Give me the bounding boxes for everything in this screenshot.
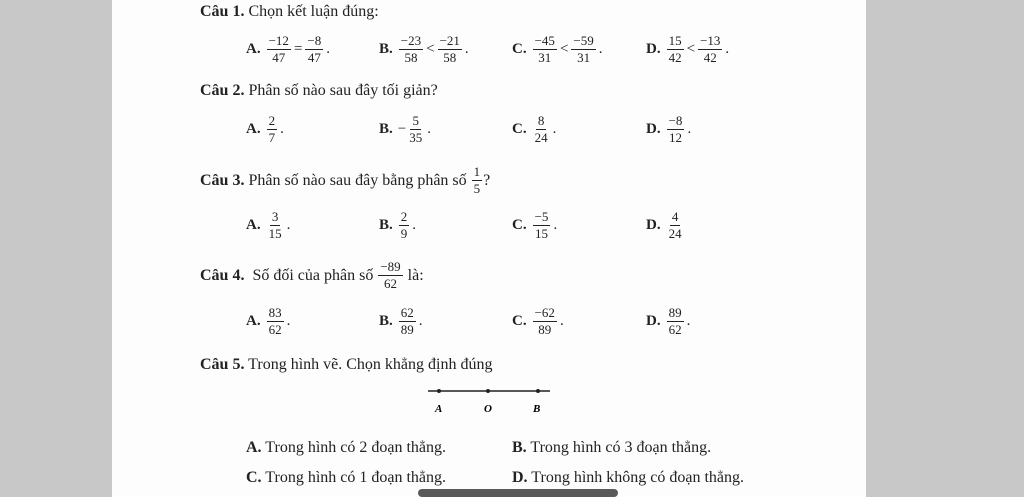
question-4-text: Số đối của phân số bbox=[252, 266, 374, 284]
fraction: $\frac{-8}{12}$ bbox=[668, 113, 683, 145]
fraction: $\frac{-21}{58}$ bbox=[439, 33, 460, 65]
question-2-text: Phân số nào sau đây tối giản? bbox=[248, 82, 438, 99]
document-page bbox=[112, 0, 866, 497]
q5-option-a: A. Trong hình có 2 đoạn thẳng. bbox=[246, 439, 447, 456]
fraction: $\frac{-59}{31}$ bbox=[573, 33, 594, 65]
fraction: $\frac{2}{9}$ bbox=[400, 209, 408, 241]
fraction: $\frac{-5}{15}$ bbox=[534, 209, 549, 241]
fraction: $\frac{-89}{62}$ bbox=[380, 259, 401, 291]
question-2-label: Câu 2. bbox=[200, 82, 245, 99]
fraction: $\frac{-62}{89}$ bbox=[534, 305, 555, 337]
question-5-text: Trong hình vẽ. Chọn khẳng định đúng bbox=[248, 356, 493, 373]
point-a-label: A bbox=[435, 403, 443, 415]
fraction: $\frac{-23}{58}$ bbox=[400, 33, 422, 65]
question-3-text: Phân số nào sau đây bằng phân số bbox=[248, 171, 467, 189]
q2-option-b: B. − $\frac{5}{35}$ . bbox=[379, 113, 431, 145]
question-2 bbox=[200, 82, 438, 100]
question-3: Câu 3. Phân số nào sau đây bằng phân số $\frac{1}{5}$ ? bbox=[200, 164, 491, 196]
fraction: $\frac{-13}{42}$ bbox=[700, 33, 721, 65]
question-1 bbox=[200, 3, 379, 21]
question-1-label: Câu 1. bbox=[200, 3, 245, 20]
fraction: $\frac{8}{24}$ bbox=[534, 113, 548, 145]
question-5-label: Câu 5. bbox=[200, 356, 245, 373]
q2-option-c: C. $\frac{8}{24}$ . bbox=[512, 113, 557, 145]
q1-option-c: C. $\frac{-45}{31}$ < $\frac{-59}{31}$ . bbox=[512, 33, 603, 65]
question-3-label: Câu 3. bbox=[200, 171, 245, 189]
fraction: $\frac{-8}{47}$ bbox=[307, 33, 322, 65]
point-o-dot bbox=[486, 389, 490, 393]
q5-option-c: C. Trong hình có 1 đoạn thẳng. bbox=[246, 469, 447, 486]
fraction: $\frac{83}{62}$ bbox=[268, 305, 282, 337]
horizontal-scrollbar[interactable] bbox=[418, 489, 618, 497]
fraction: $\frac{-12}{47}$ bbox=[268, 33, 289, 65]
q1-option-a: A. $\frac{-12}{47}$ = $\frac{-8}{47}$ . bbox=[246, 33, 330, 65]
q5-option-d: D. Trong hình không có đoạn thẳng. bbox=[512, 469, 745, 486]
q3-option-d: D. $\frac{4}{24}$ bbox=[646, 209, 682, 241]
q3-option-a: A. $\frac{3}{15}$ . bbox=[246, 209, 291, 241]
q1-option-b: B. $\frac{-23}{58}$ < $\frac{-21}{58}$ . bbox=[379, 33, 469, 65]
fraction: $\frac{2}{7}$ bbox=[268, 113, 276, 145]
q4-option-c: C. $\frac{-62}{89}$ . bbox=[512, 305, 564, 337]
question-4: Câu 4. Số đối của phân số $\frac{-89}{62}$ là: bbox=[200, 259, 424, 291]
fraction: $\frac{62}{89}$ bbox=[400, 305, 414, 337]
q4-option-d: D. $\frac{89}{62}$ . bbox=[646, 305, 691, 337]
point-b-dot bbox=[536, 389, 540, 393]
question-4-label: Câu 4. bbox=[200, 266, 245, 284]
q2-option-d: D. $\frac{-8}{12}$ . bbox=[646, 113, 692, 145]
fraction: $\frac{15}{42}$ bbox=[668, 33, 682, 65]
q4-option-b: B. $\frac{62}{89}$ . bbox=[379, 305, 423, 337]
fraction: $\frac{3}{15}$ bbox=[268, 209, 282, 241]
q3-option-c: C. $\frac{-5}{15}$ . bbox=[512, 209, 558, 241]
q4-option-a: A. $\frac{83}{62}$ . bbox=[246, 305, 291, 337]
question-5 bbox=[200, 356, 492, 374]
fraction: $\frac{4}{24}$ bbox=[668, 209, 682, 241]
q1-option-d: D. $\frac{15}{42}$ < $\frac{-13}{42}$ . bbox=[646, 33, 730, 65]
q3-option-b: B. $\frac{2}{9}$ . bbox=[379, 209, 417, 241]
fraction: $\frac{89}{62}$ bbox=[668, 305, 682, 337]
q2-option-a: A. $\frac{2}{7}$ . bbox=[246, 113, 284, 145]
fraction: $\frac{1}{5}$ bbox=[473, 164, 481, 196]
point-a-dot bbox=[437, 389, 441, 393]
question-1-text: Chọn kết luận đúng: bbox=[248, 3, 379, 20]
point-b-label: B bbox=[533, 403, 541, 415]
fraction: $\frac{-45}{31}$ bbox=[534, 33, 555, 65]
point-o-label: O bbox=[484, 403, 492, 415]
fraction: $\frac{5}{35}$ bbox=[409, 113, 423, 145]
q5-option-b: B. Trong hình có 3 đoạn thẳng. bbox=[512, 439, 712, 456]
segment-figure bbox=[420, 384, 560, 418]
